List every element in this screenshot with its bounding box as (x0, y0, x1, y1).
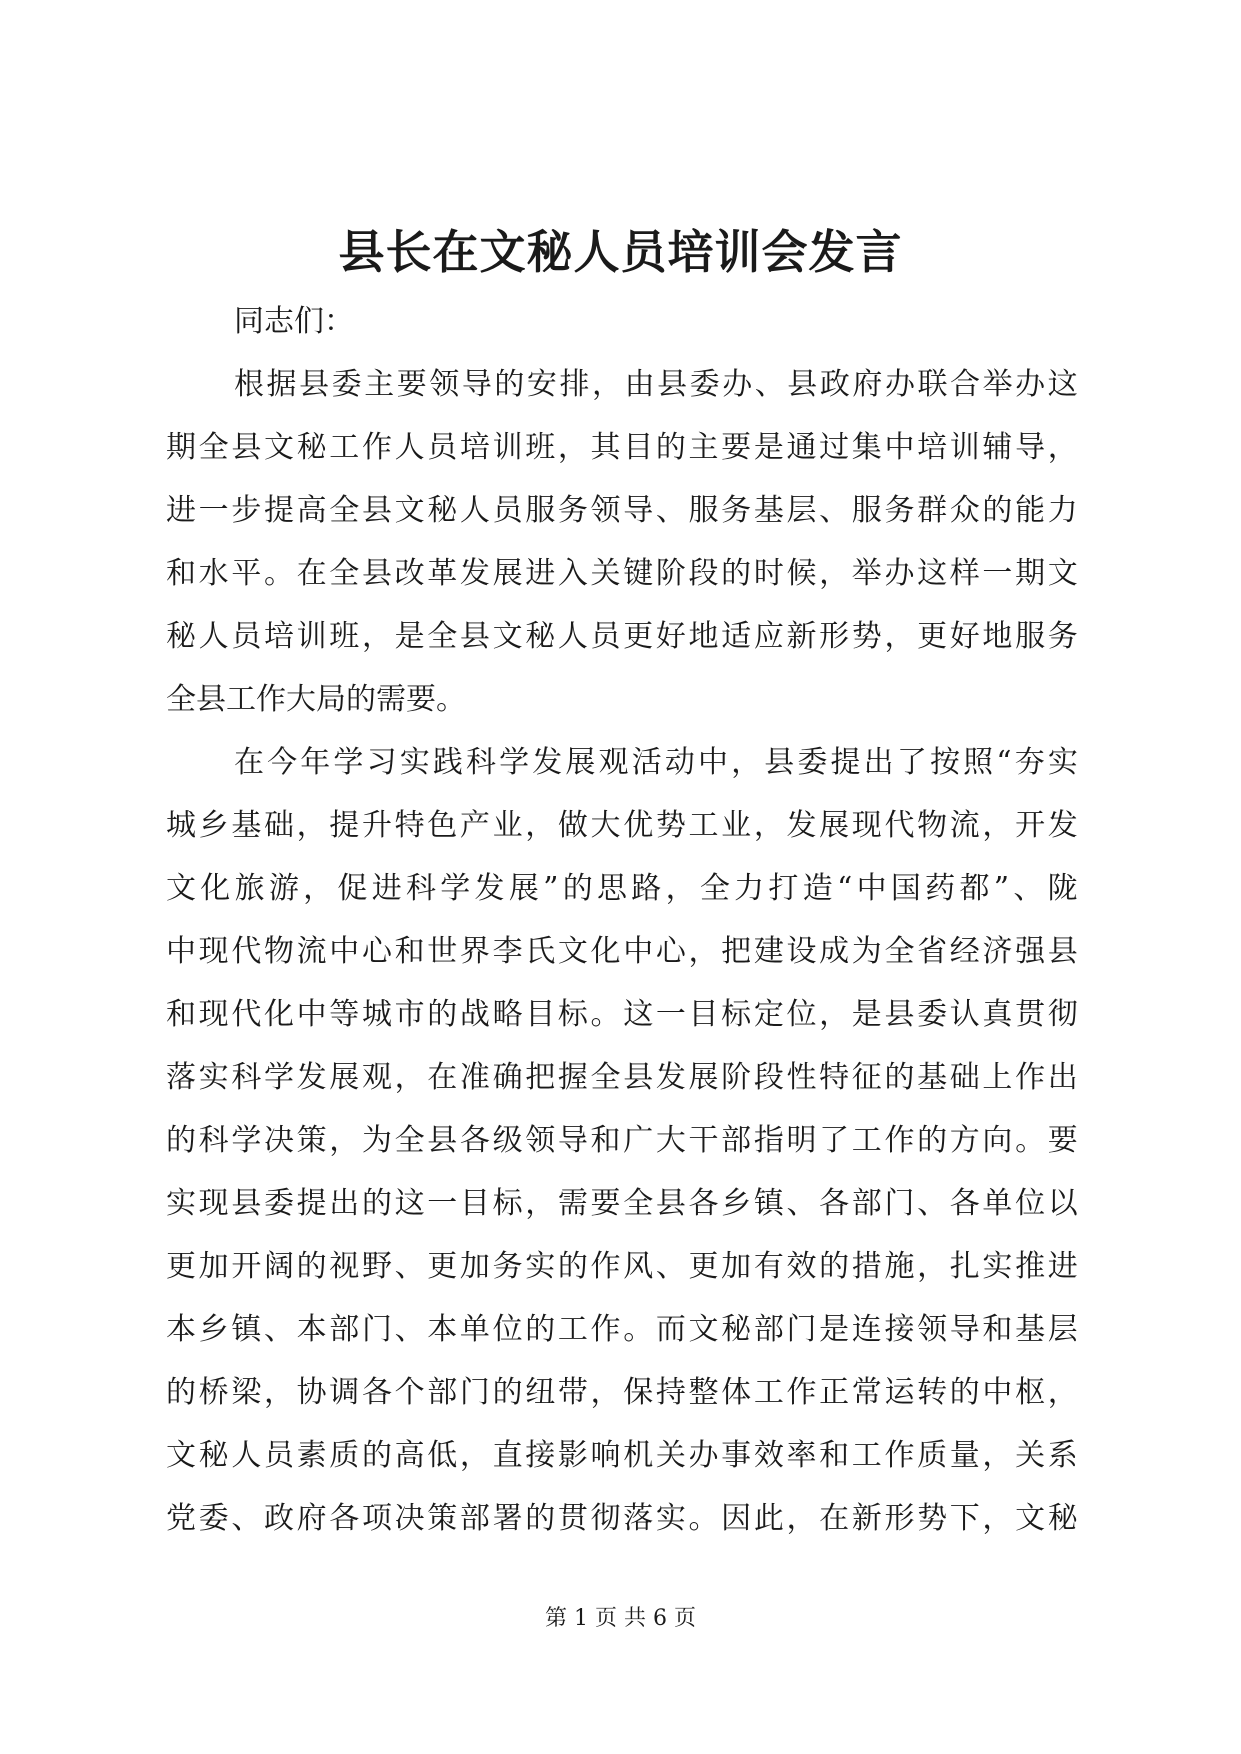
text-line: 和 现 代 化 中 等 城 市 的 战 略 目 标 。 这 一 目 标 定 位 ， 是 县 委 认 真 贯 彻 (166, 997, 1078, 1032)
text-line: 的 科 学 决 策 ， 为 全 县 各 级 领 导 和 广 大 干 部 指 明 了 工 作 的 方 向 。 要 (166, 1123, 1078, 1158)
page-number-footer: 第 1 页 共 6 页 (545, 1606, 696, 1631)
text-line: 的 桥 梁 ， 协 调 各 个 部 门 的 纽 带 ， 保 持 整 体 工 作 正 常 运 转 的 中 枢 ， (166, 1375, 1078, 1410)
text-line: 更 加 开 阔 的 视 野 、 更 加 务 实 的 作 风 、 更 加 有 效 的 措 施 ， 扎 实 推 进 (166, 1249, 1078, 1284)
text-line: 党 委 、 政 府 各 项 决 策 部 署 的 贯 彻 落 实 。 因 此 ， 在 新 形 势 下 ， 文 秘 (166, 1501, 1078, 1536)
document-title: 县长在文秘人员培训会发言 (338, 225, 903, 279)
text-line: 期 全 县 文 秘 工 作 人 员 培 训 班 ， 其 目 的 主 要 是 通 过 集 中 培 训 辅 导 ， (166, 430, 1078, 465)
text-line: 根 据 县 委 主 要 领 导 的 安 排 ， 由 县 委 办 、 县 政 府 办 联 合 举 办 这 (234, 367, 1078, 402)
text-line: 文 秘 人 员 素 质 的 高 低 ， 直 接 影 响 机 关 办 事 效 率 和 工 作 质 量 ， 关 系 (166, 1438, 1078, 1473)
text-line: 和 水 平 。 在 全 县 改 革 发 展 进 入 关 键 阶 段 的 时 候 ， 举 办 这 样 一 期 文 (166, 556, 1078, 591)
text-line: 中 现 代 物 流 中 心 和 世 界 李 氏 文 化 中 心 ， 把 建 设 成 为 全 省 经 济 强 县 (166, 934, 1078, 969)
text-line: 秘 人 员 培 训 班 ， 是 全 县 文 秘 人 员 更 好 地 适 应 新 形 势 ， 更 好 地 服 务 (166, 619, 1078, 654)
text-line: 城 乡 基 础 ， 提 升 特 色 产 业 ， 做 大 优 势 工 业 ， 发 展 现 代 物 流 ， 开 发 (166, 808, 1078, 843)
text-line: 落 实 科 学 发 展 观 ， 在 准 确 把 握 全 县 发 展 阶 段 性 特 征 的 基 础 上 作 出 (166, 1060, 1078, 1095)
salutation-line: 同志们： (234, 304, 354, 339)
text-line: 文 化 旅 游 ， 促 进 科 学 发 展 ” 的 思 路 ， 全 力 打 造 “ 中 国 药 都 ” 、 陇 (166, 871, 1078, 906)
text-line: 本 乡 镇 、 本 部 门 、 本 单 位 的 工 作 。 而 文 秘 部 门 是 连 接 领 导 和 基 层 (166, 1312, 1078, 1347)
text-line: 进 一 步 提 高 全 县 文 秘 人 员 服 务 领 导 、 服 务 基 层 、 服 务 群 众 的 能 力 (166, 493, 1078, 528)
text-line: 在 今 年 学 习 实 践 科 学 发 展 观 活 动 中 ， 县 委 提 出 了 按 照 “ 夯 实 (234, 745, 1078, 780)
document-body (166, 290, 1078, 1550)
text-line: 实 现 县 委 提 出 的 这 一 目 标 ， 需 要 全 县 各 乡 镇 、 各 部 门 、 各 单 位 以 (166, 1186, 1078, 1221)
text-line: 全县工作大局的需要。 (166, 682, 466, 717)
